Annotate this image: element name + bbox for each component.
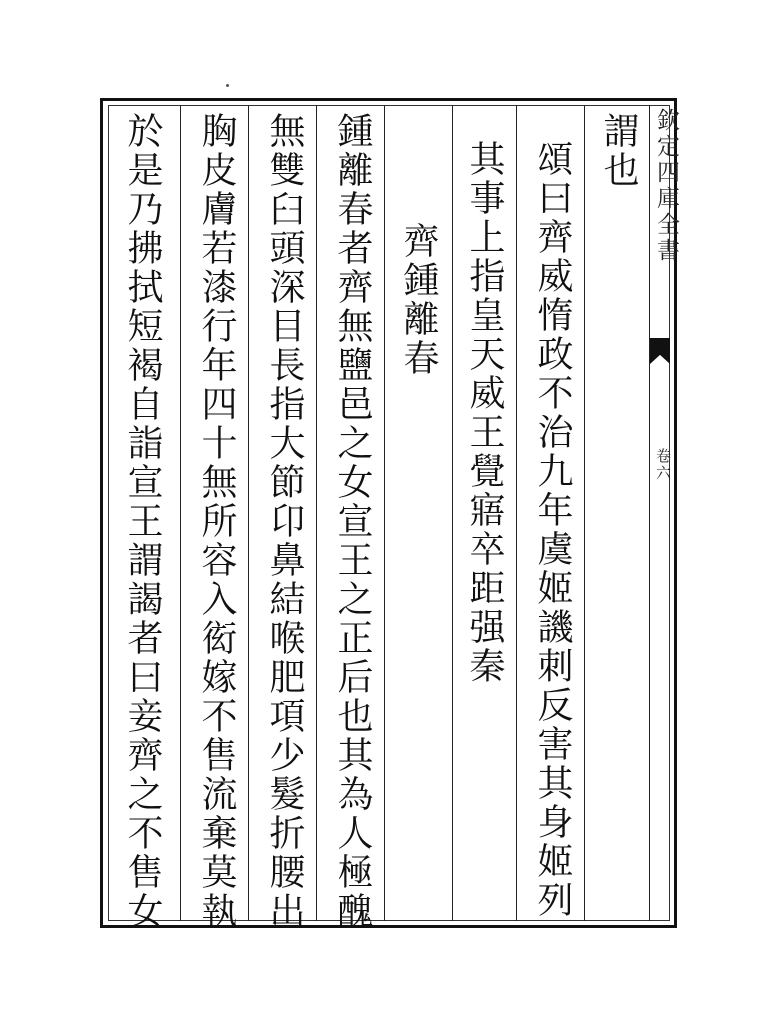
text-column-6: 無雙臼頭深目長指大節卬鼻結喉肥項少髮折腰出 bbox=[264, 112, 305, 931]
text-column-7: 胸皮膚若漆行年四十無所容入衒嫁不售流棄莫執 bbox=[196, 112, 237, 931]
text-column-2: 頌曰齊威惰政不治九年虞姬譏刺反害其身姬列 bbox=[532, 140, 573, 920]
page-border-inner bbox=[108, 105, 670, 921]
column-rule bbox=[516, 105, 517, 921]
book-title: 欽定四庫全書 bbox=[653, 108, 679, 264]
section-heading: 齊鍾離春 bbox=[398, 222, 439, 378]
column-rule bbox=[316, 105, 317, 921]
column-rule bbox=[180, 105, 181, 921]
text-column-5: 鍾離春者齊無鹽邑之女宣王之正后也其為人極醜 bbox=[332, 112, 373, 931]
ink-speck bbox=[226, 84, 229, 87]
column-rule bbox=[452, 105, 453, 921]
text-column-1: 謂也 bbox=[598, 112, 639, 190]
text-column-8: 於是乃拂拭短褐自詣宣王謂謁者曰妾齊之不售女 bbox=[122, 112, 163, 931]
column-rule bbox=[384, 105, 385, 921]
column-rule bbox=[248, 105, 249, 921]
chapter-label: 卷六 bbox=[654, 448, 672, 482]
text-column-3: 其事上指皇天威王覺寤卒距强秦 bbox=[464, 140, 505, 686]
column-rule bbox=[584, 105, 585, 921]
